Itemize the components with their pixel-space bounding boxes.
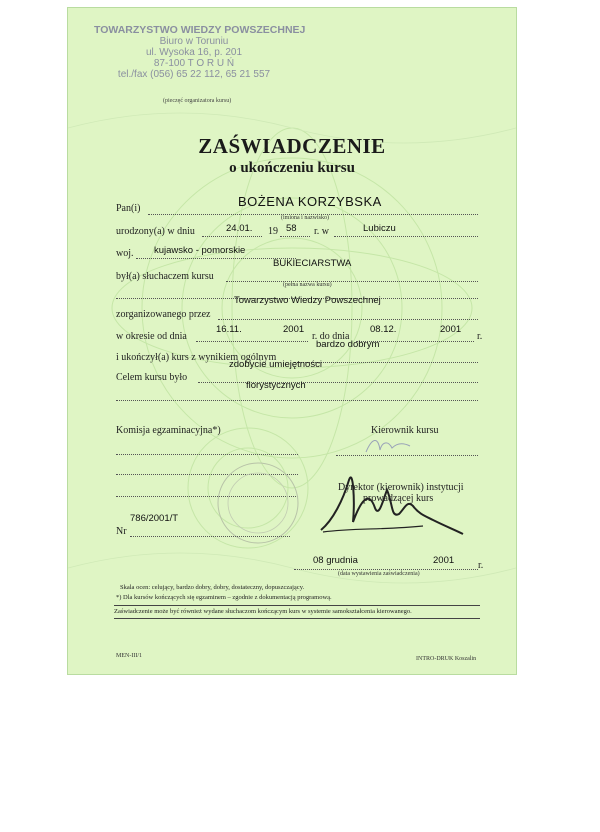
certificate: [67, 7, 517, 675]
stamp-caption: (pieczęć organizatora kursu): [163, 98, 232, 104]
name-caption: (imiona i nazwisko): [281, 215, 329, 221]
voivodeship: kujawsko - pomorskie: [154, 245, 246, 256]
organizer-stamp: [94, 24, 306, 80]
result-value: bardzo dobrym: [316, 339, 380, 350]
stamp-name: TOWARZYSTWO WIEDZY POWSZECHNEJ: [94, 24, 306, 36]
from-year: 2001: [283, 324, 305, 335]
born-label: urodzony(a) w dniu: [116, 226, 195, 237]
stamp-city: 87-100 T O R U Ń: [153, 58, 235, 69]
stamp-office: Biuro w Toruniu: [159, 36, 229, 47]
manager-signature-icon: [358, 430, 428, 460]
page-title: ZAŚWIADCZENIE: [198, 134, 386, 158]
goal-line-2: florystycznych: [246, 380, 306, 391]
participant-label: był(a) słuchaczem kursu: [116, 271, 214, 282]
issue-r: r.: [478, 560, 484, 571]
period-label: w okresie od dnia: [116, 331, 187, 342]
holder-name: BOŻENA KORZYBSKA: [238, 194, 382, 209]
footnote-scale: Skala ocen: celujący, bardzo dobry, dobry, dostateczny, dopuszczający.: [120, 584, 305, 591]
to-year: 2001: [440, 324, 462, 335]
organized-label: zorganizowanego przez: [116, 309, 211, 320]
from-day: 16.11.: [216, 324, 242, 335]
manager-label: Kierownik kursu: [371, 425, 439, 436]
director-label-2: prowadzącej kurs: [363, 493, 434, 504]
course-caption: (pełna nazwa kursu): [283, 282, 332, 288]
woj-label: woj.: [116, 248, 134, 259]
birth-place: Lubiczu: [363, 223, 396, 234]
printer-name: INTRO-DRUK Koszalin: [416, 656, 477, 662]
to-label: r. do dnia: [312, 331, 350, 342]
result-label: i ukończył(a) kurs z wynikiem ogólnym: [116, 352, 277, 363]
stamp-phone: tel./fax (056) 65 22 112, 65 21 557: [117, 69, 271, 80]
form-code: MEN-III/1: [116, 653, 142, 659]
director-label-1: Dyrektor (kierownik) instytucji: [338, 482, 464, 493]
r-suffix: r.: [477, 331, 483, 342]
issue-year: 2001: [433, 555, 455, 566]
organizer-name: Towarzystwo Wiedzy Powszechnej: [234, 295, 381, 306]
page-subtitle: o ukończeniu kursu: [229, 160, 355, 176]
course-name: BUKIECIARSTWA: [273, 258, 352, 269]
footnote-self-study: Zaświadczenie może być również wydane słuchaczom kończącym kurs w systemie samokształcenia kierowanego.: [114, 608, 412, 615]
goal-label: Celem kursu było: [116, 372, 188, 383]
issue-caption: (data wystawienia zaświadczenia): [338, 571, 420, 577]
footnote-exam: *) Dla kursów kończących się egzaminem – zgodnie z dokumentacją programową.: [116, 594, 332, 601]
number-label: Nr: [116, 526, 127, 537]
birth-year: 58: [286, 223, 297, 234]
to-day: 08.12.: [370, 324, 397, 335]
round-seal-icon: [208, 458, 308, 548]
year-prefix: 19: [268, 226, 278, 237]
pan-label: Pan(i): [116, 203, 141, 214]
commission-label: Komisja egzaminacyjna*): [116, 425, 221, 436]
director-signature-icon: [313, 460, 473, 540]
issue-date: 08 grudnia: [313, 555, 358, 566]
birth-day: 24.01.: [226, 223, 253, 234]
certificate-number: 786/2001/T: [130, 513, 179, 524]
place-label: r. w: [314, 226, 329, 237]
goal-line-1: zdobycie umiejętności: [229, 359, 322, 370]
stamp-street: ul. Wysoka 16, p. 201: [145, 47, 243, 58]
